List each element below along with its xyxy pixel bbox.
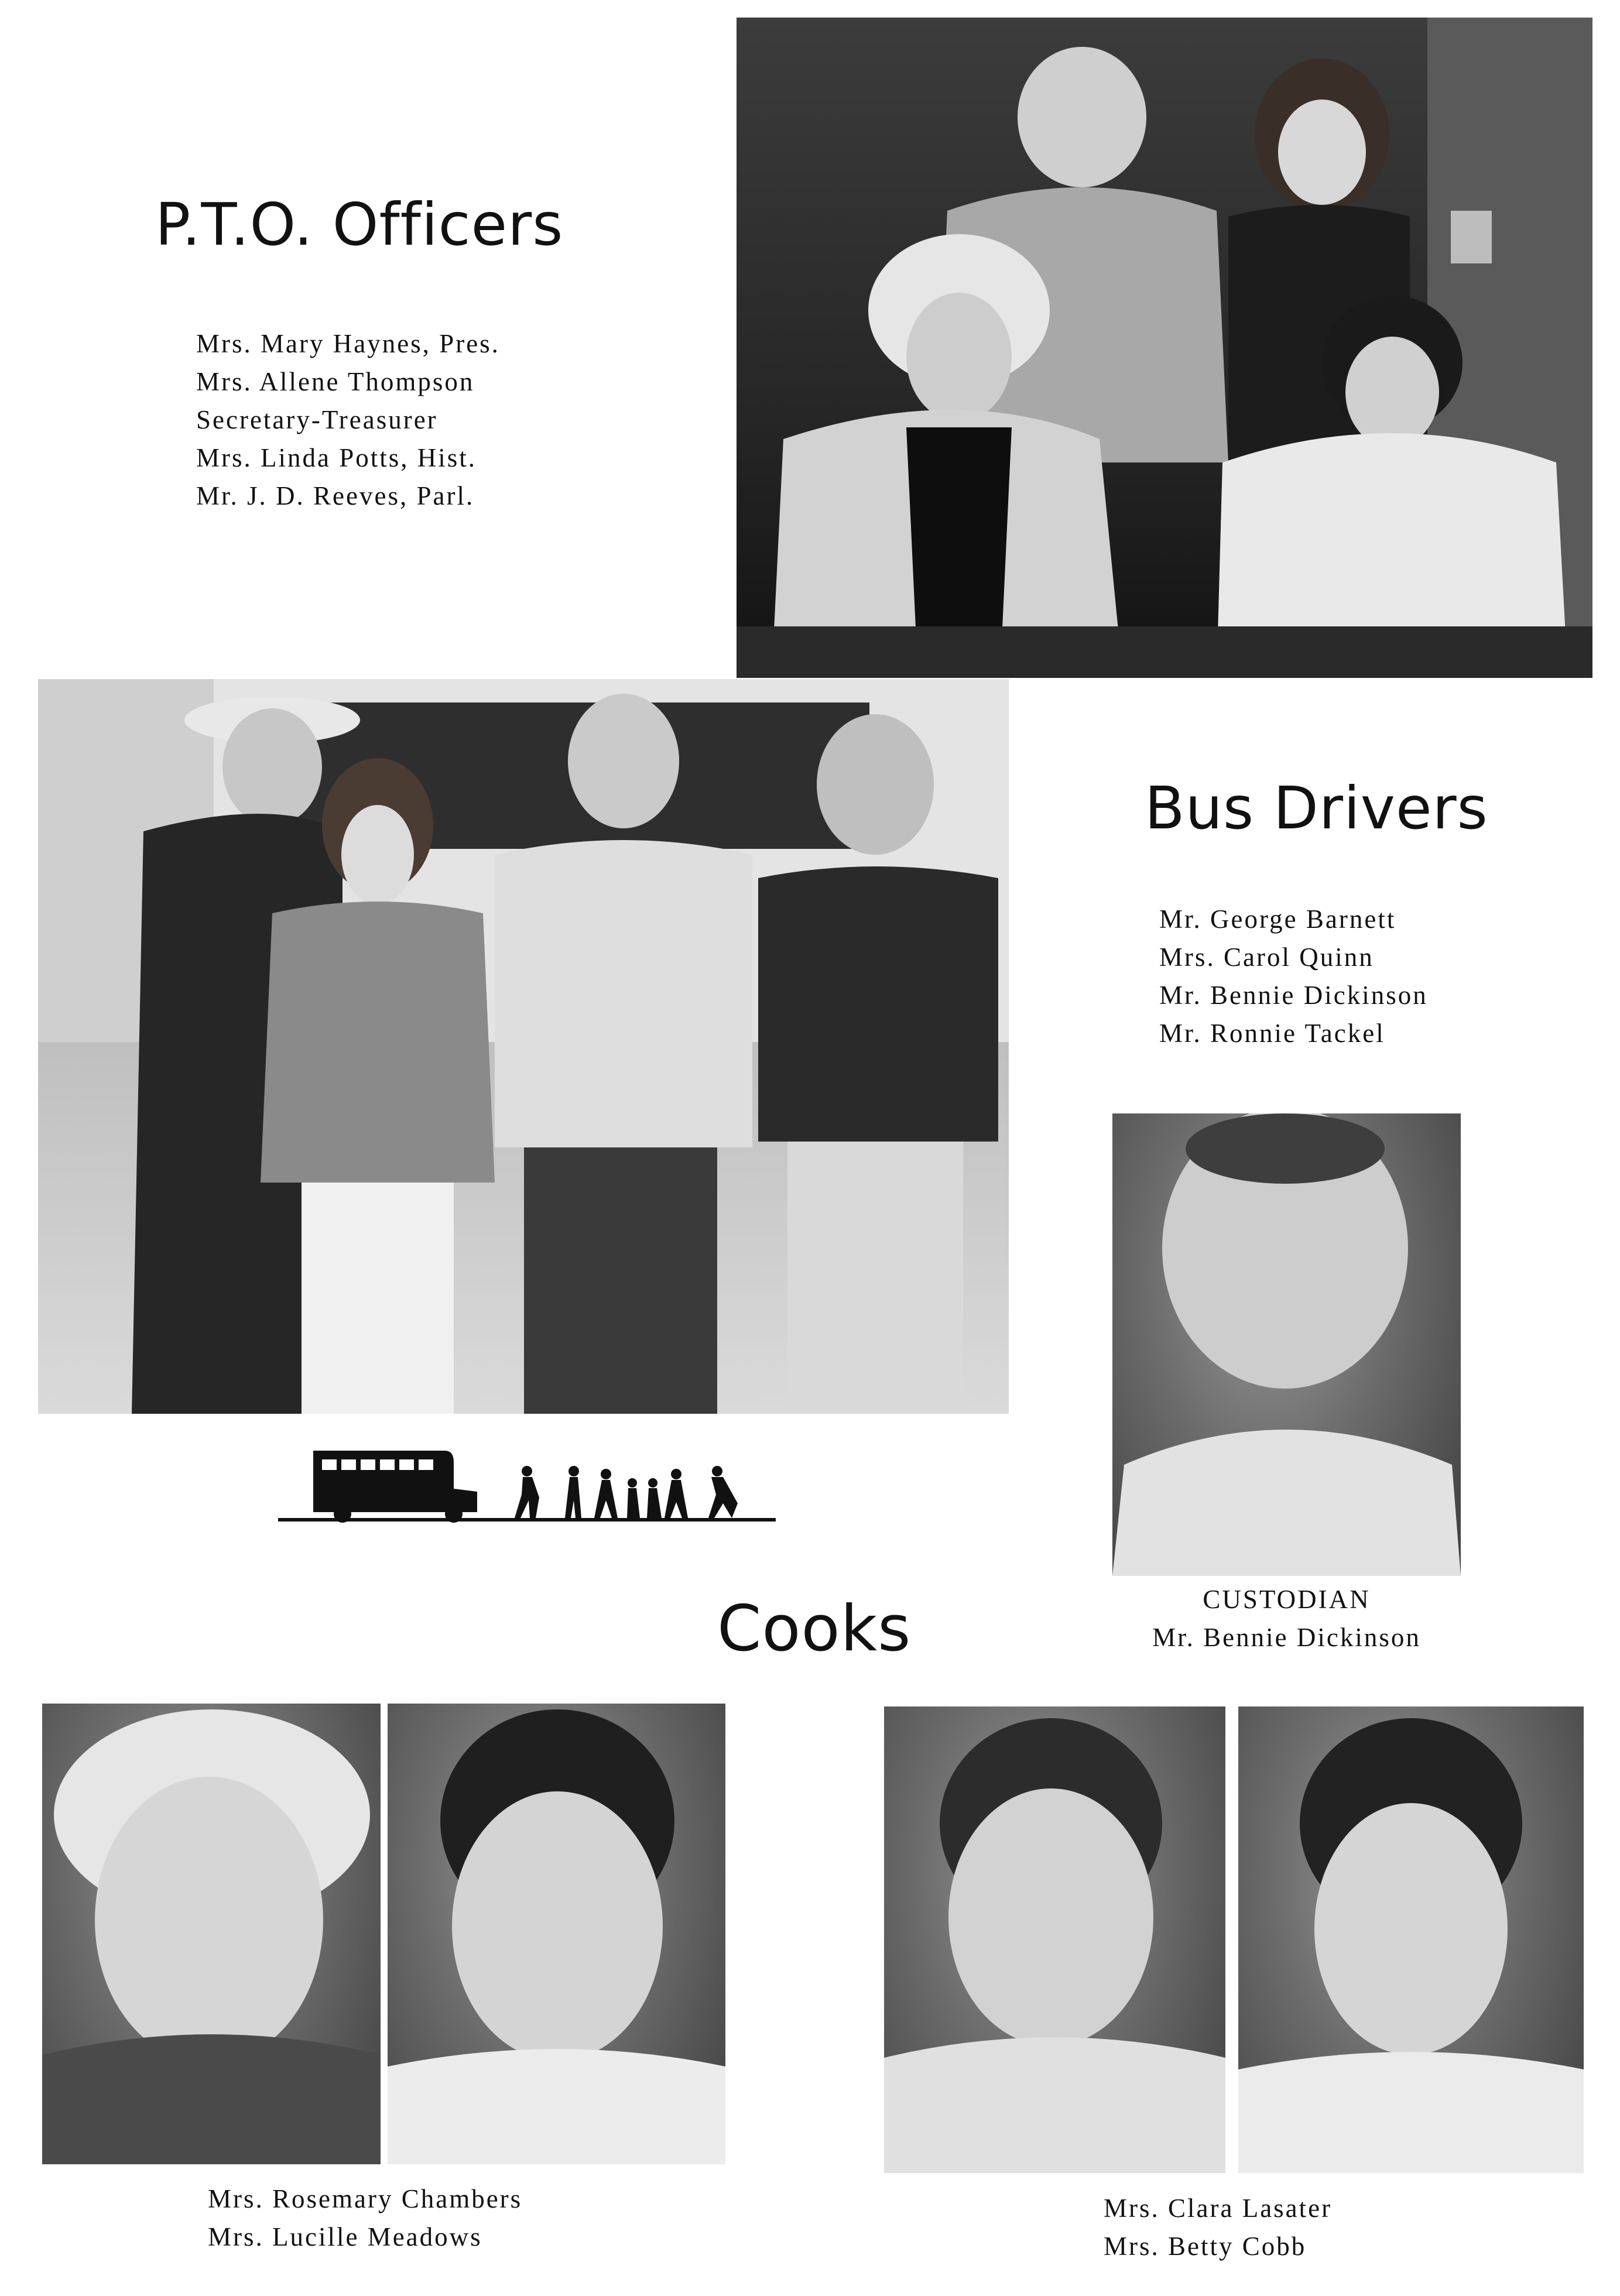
pto-officer-line: Mrs. Allene Thompson (196, 367, 475, 396)
bus-driver-list (1159, 900, 1428, 1053)
pto-officer-line: Mr. J. D. Reeves, Parl. (196, 481, 475, 510)
pto-group-photo (737, 18, 1592, 678)
custodian-caption (1101, 1581, 1472, 1657)
pto-officer-line: Secretary-Treasurer (196, 405, 438, 434)
cook-portrait-betty-cobb (1238, 1706, 1584, 2173)
bus-driver-line: Mr. Bennie Dickinson (1159, 981, 1428, 1010)
pto-officer-list (196, 325, 500, 515)
bus-driver-line: Mr. George Barnett (1159, 904, 1396, 934)
pto-heading: P.T.O. Officers (155, 190, 564, 259)
cooks-heading: Cooks (717, 1592, 912, 1666)
cook-name-line: Mrs. Rosemary Chambers (208, 2184, 523, 2213)
cooks-left-caption (208, 2180, 522, 2256)
cooks-right-caption (1104, 2189, 1332, 2266)
bus-drivers-heading: Bus Drivers (1145, 774, 1488, 842)
bus-driver-line: Mrs. Carol Quinn (1159, 943, 1374, 972)
bus-driver-line: Mr. Ronnie Tackel (1159, 1019, 1385, 1048)
pto-officer-line: Mrs. Linda Potts, Hist. (196, 443, 477, 472)
cook-name-line: Mrs. Clara Lasater (1104, 2194, 1333, 2223)
cook-name-line: Mrs. Betty Cobb (1104, 2232, 1307, 2261)
custodian-name: Mr. Bennie Dickinson (1152, 1623, 1421, 1652)
cook-portrait-lucille-meadows (388, 1704, 725, 2164)
pto-officer-line: Mrs. Mary Haynes, Pres. (196, 329, 500, 358)
bus-silhouette-illustration (278, 1439, 776, 1527)
bus-drivers-photo (38, 679, 1009, 1414)
cook-portrait-rosemary-chambers (42, 1704, 381, 2164)
custodian-title: CUSTODIAN (1203, 1585, 1371, 1614)
cook-portrait-clara-lasater (884, 1706, 1225, 2173)
cook-name-line: Mrs. Lucille Meadows (208, 2222, 482, 2252)
custodian-portrait (1112, 1113, 1461, 1576)
